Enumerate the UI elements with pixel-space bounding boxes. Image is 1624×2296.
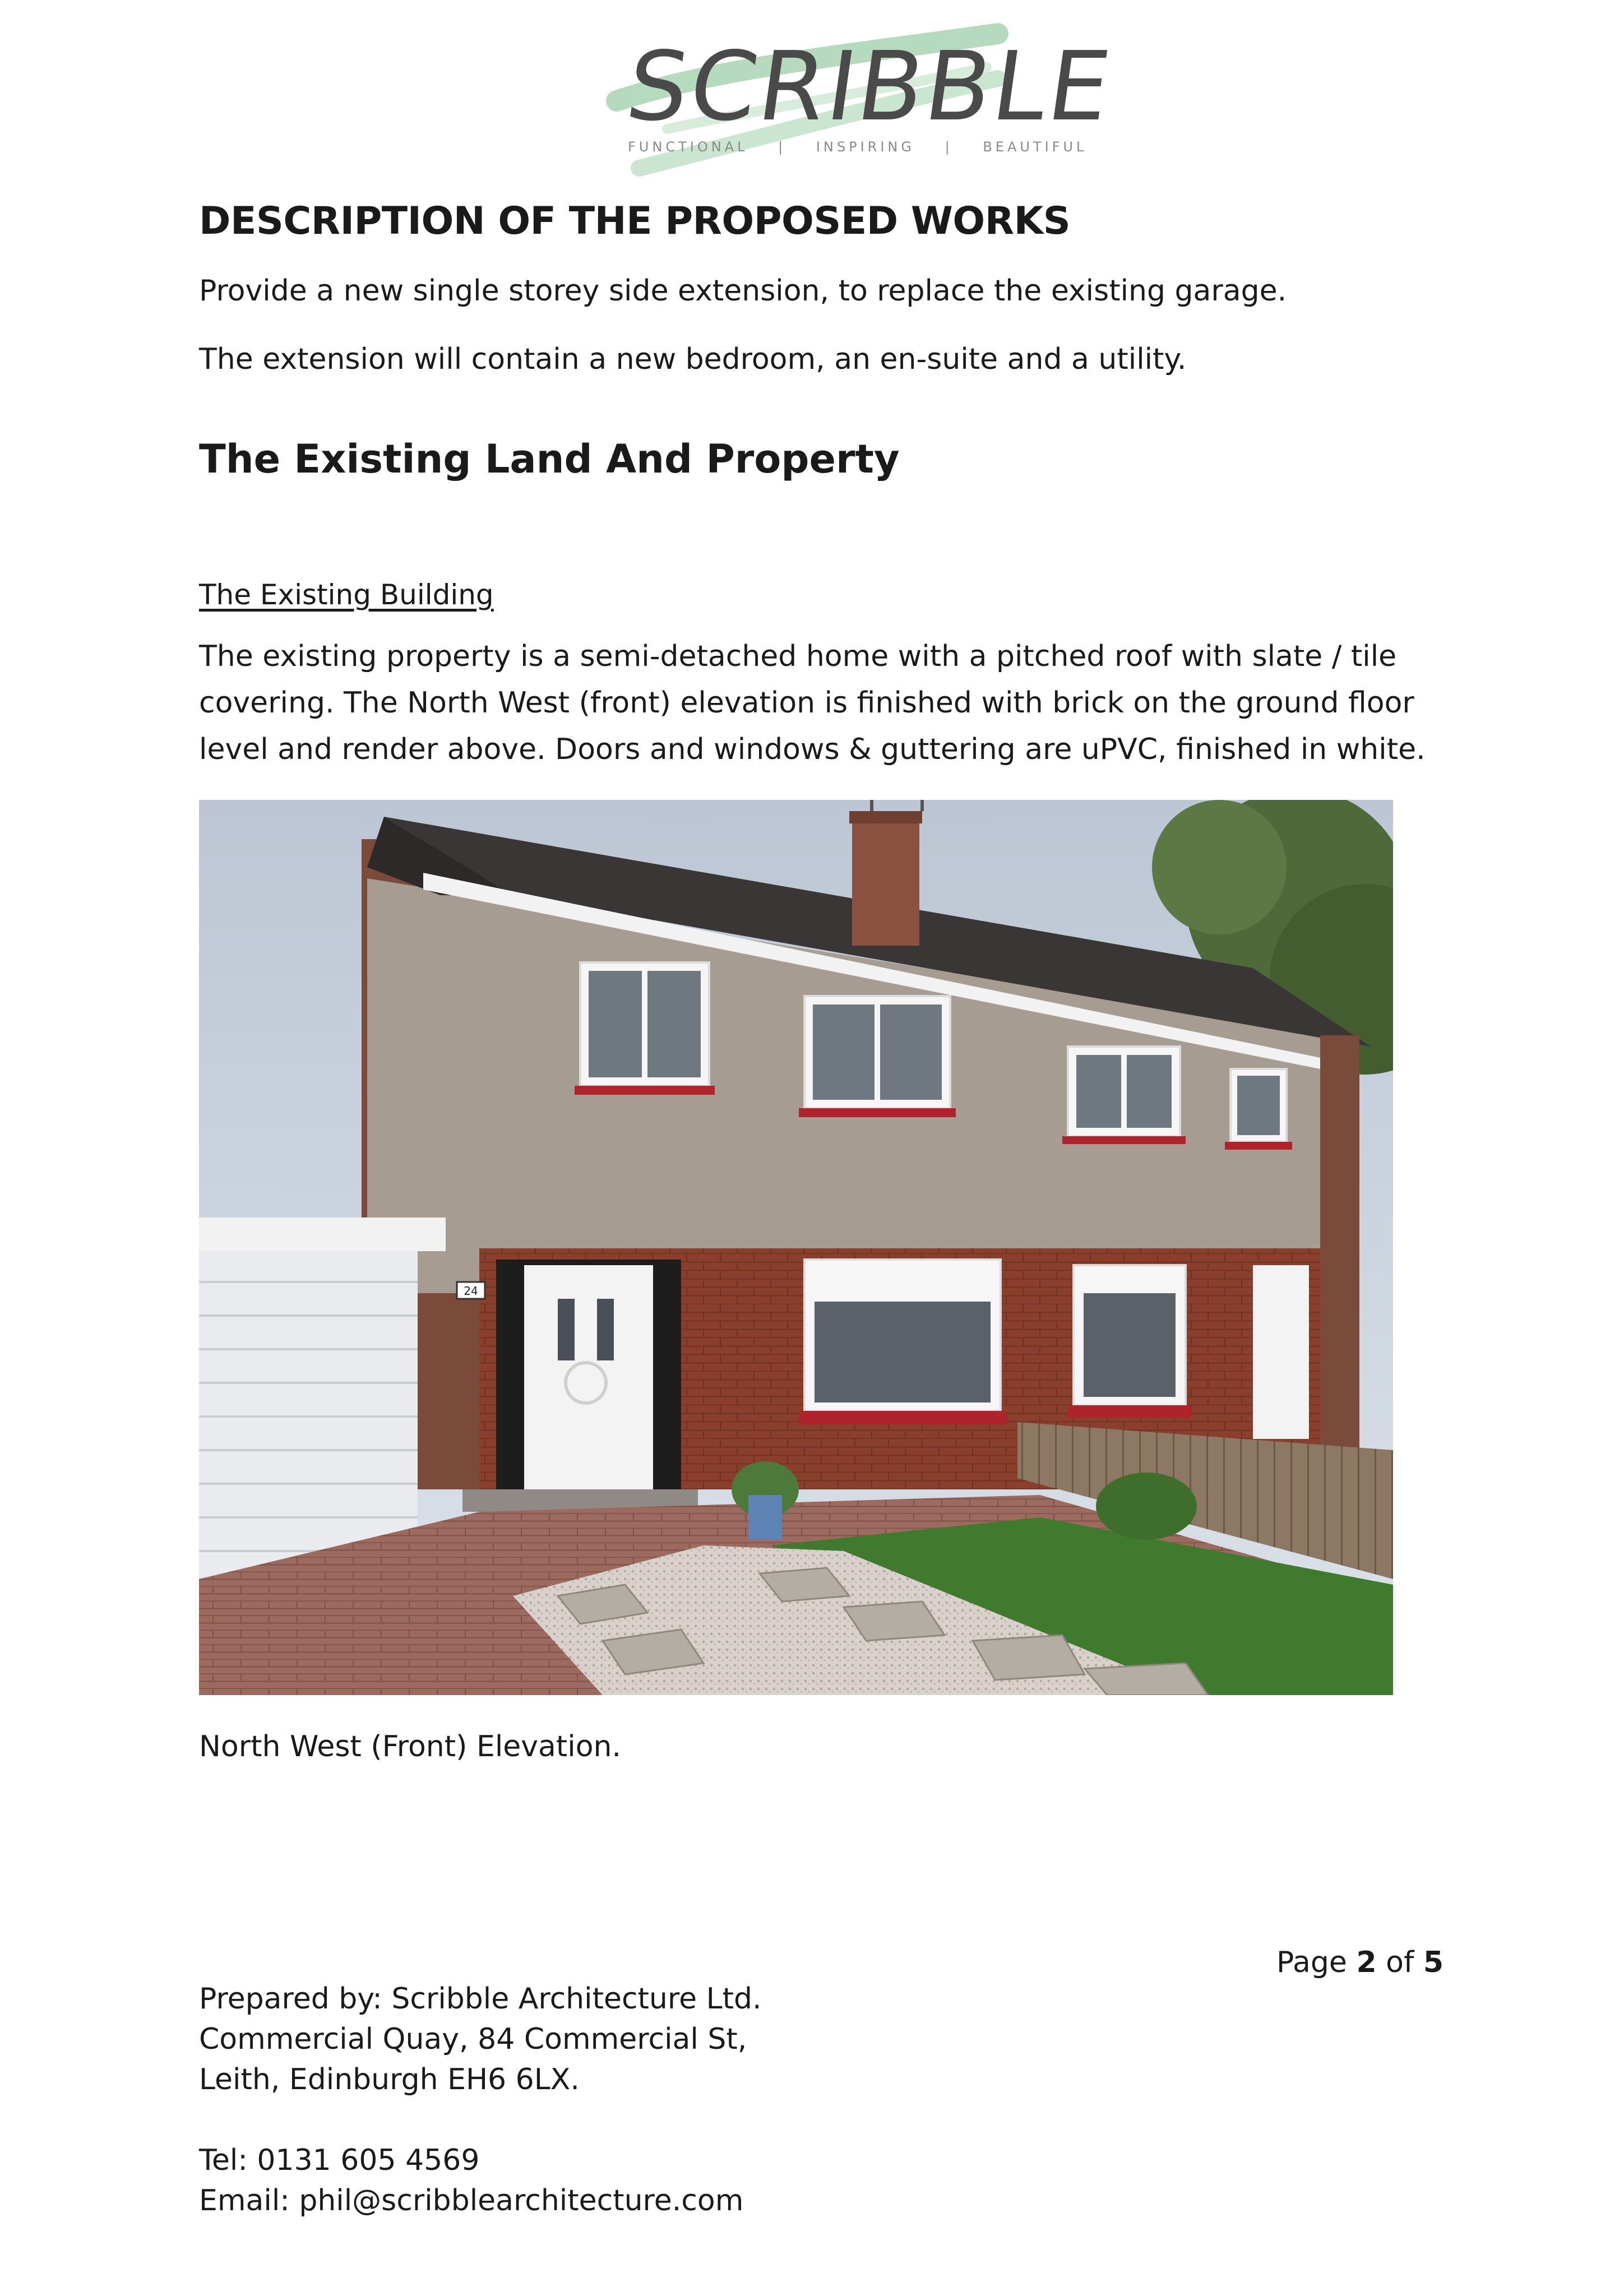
footer-address-line-2: Leith, Edinburgh EH6 6LX.: [199, 2063, 580, 2096]
house-number-text: 24: [464, 1284, 478, 1298]
footer-spacer: [199, 2100, 762, 2140]
logo-wordmark: SCRIBBLE: [620, 31, 1119, 142]
scribble-logo: [605, 17, 1119, 179]
intro-paragraph-1: Provide a new single storey side extension, to replace the existing garage.: [199, 274, 1287, 308]
subsection-title: The Existing Building: [199, 578, 494, 611]
logo-tagline-inspiring: INSPIRING: [816, 139, 915, 155]
footer-telephone: Tel: 0131 605 4569: [199, 2144, 480, 2177]
page-total: 5: [1423, 1946, 1443, 1979]
page-heading: DESCRIPTION OF THE PROPOSED WORKS: [199, 199, 1071, 243]
section-title: The Existing Land And Property: [199, 436, 900, 482]
building-description: The existing property is a semi-detached home with a pitched roof with slate / tile covering. The North West (front) elevation is finished with brick on the ground floor level and render above. Doors and windows & guttering are uPVC, finished in white.: [199, 640, 1426, 766]
footer-contact: [199, 1979, 762, 2221]
logo-tagline-functional: FUNCTIONAL: [628, 139, 748, 155]
footer-email: Email: phil@scribblearchitecture.com: [199, 2184, 744, 2218]
logo-tagline-separator: |: [945, 139, 953, 155]
logo-tagline: [628, 139, 1088, 155]
page-number: [1233, 1939, 1443, 1986]
page-label: Page: [1276, 1946, 1347, 1979]
logo-tagline-beautiful: BEAUTIFUL: [983, 139, 1088, 155]
page-current: 2: [1356, 1946, 1377, 1979]
house-photo: [199, 800, 1393, 1695]
footer-prepared-by: Prepared by: Scribble Architecture Ltd.: [199, 1982, 762, 2016]
house-illustration: [199, 800, 1393, 1695]
photo-caption: North West (Front) Elevation.: [199, 1730, 622, 1763]
logo-tagline-separator: |: [778, 139, 786, 155]
footer-address-line-1: Commercial Quay, 84 Commercial St,: [199, 2022, 747, 2056]
page-of-label: of: [1386, 1946, 1414, 1979]
intro-paragraph-2: The extension will contain a new bedroom, an en-suite and a utility.: [199, 342, 1187, 376]
